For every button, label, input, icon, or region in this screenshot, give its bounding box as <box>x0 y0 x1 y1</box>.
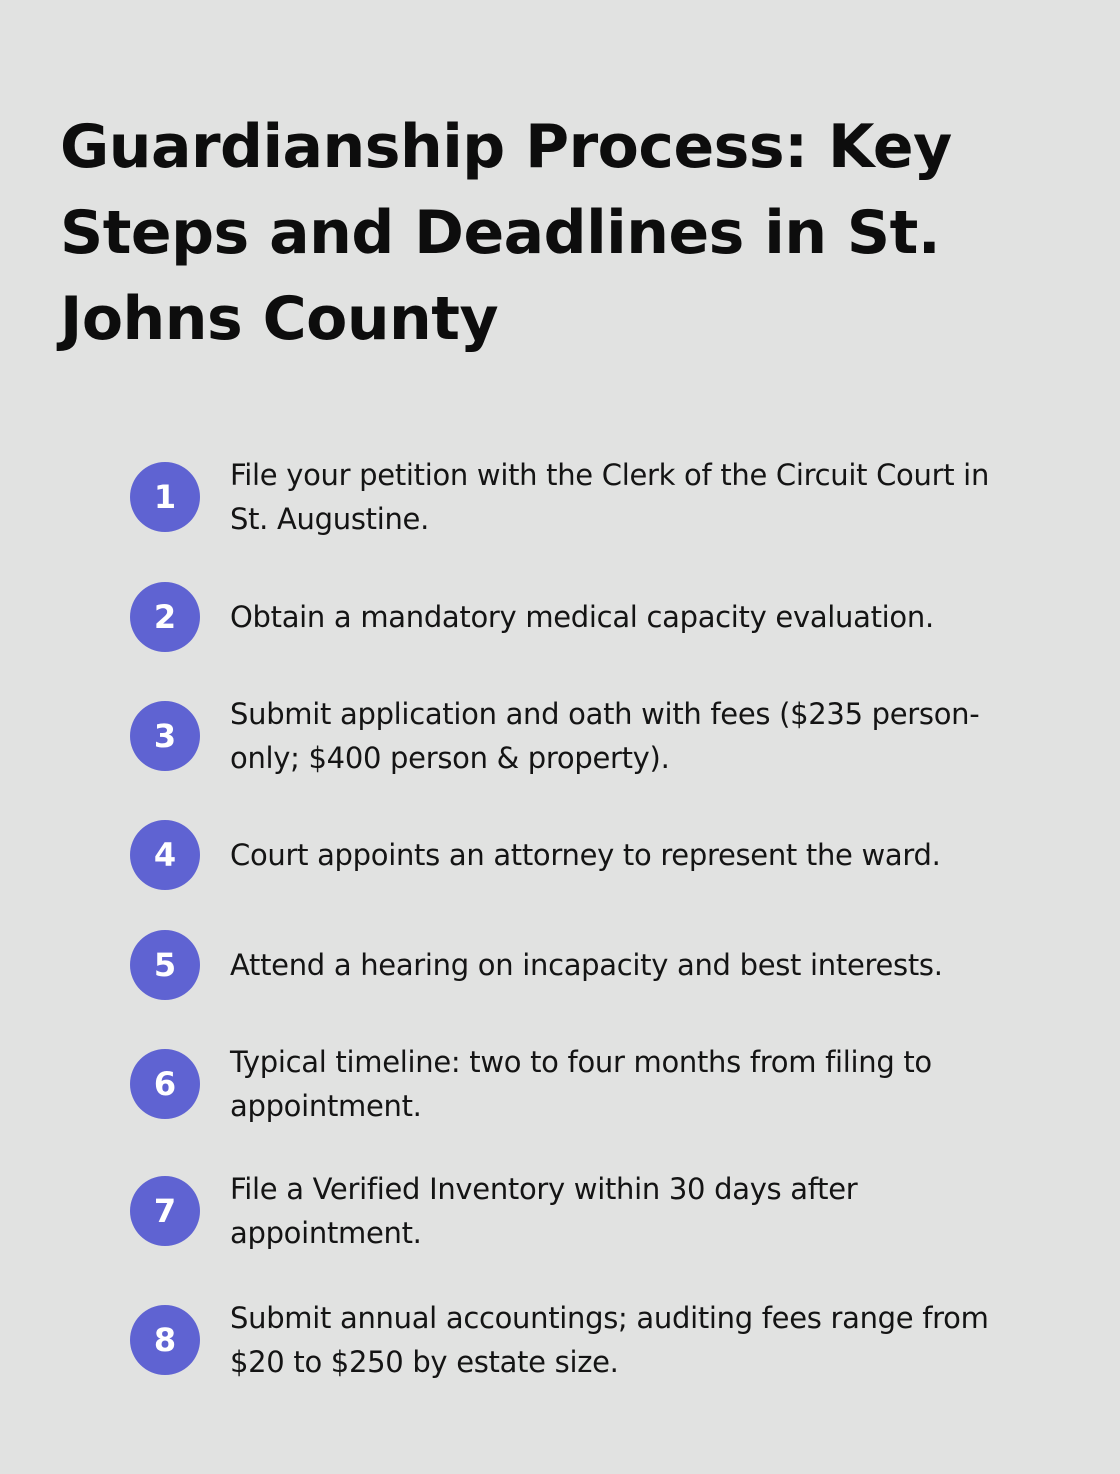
page-title: Guardianship Process: Key Steps and Deadlines in St. Johns County <box>60 112 952 354</box>
step-text: Attend a hearing on incapacity and best interests. <box>230 948 943 982</box>
step-item-4 <box>130 810 1030 900</box>
step-item-1 <box>130 452 1030 542</box>
step-text: Typical timeline: two to four months from filing to appointment. <box>230 1045 932 1123</box>
step-number-badge: 1 <box>130 462 200 532</box>
step-item-6 <box>130 1039 1030 1129</box>
step-text: Court appoints an attorney to represent the ward. <box>230 838 941 872</box>
step-text: Submit application and oath with fees ($235 person-only; $400 person & property). <box>230 697 980 775</box>
step-number-badge: 2 <box>130 582 200 652</box>
step-number-badge: 6 <box>130 1049 200 1119</box>
step-number-badge: 8 <box>130 1305 200 1375</box>
step-item-7 <box>130 1166 1030 1256</box>
step-item-3 <box>130 691 1030 781</box>
step-number-badge: 7 <box>130 1176 200 1246</box>
step-number-badge: 3 <box>130 701 200 771</box>
step-text: Submit annual accountings; auditing fees range from $20 to $250 by estate size. <box>230 1301 989 1379</box>
step-item-2 <box>130 572 1030 662</box>
step-number-badge: 5 <box>130 930 200 1000</box>
step-item-8 <box>130 1295 1030 1385</box>
step-number-badge: 4 <box>130 820 200 890</box>
step-item-5 <box>130 920 1030 1010</box>
step-text: File a Verified Inventory within 30 days after appointment. <box>230 1172 858 1250</box>
step-text: File your petition with the Clerk of the Circuit Court in St. Augustine. <box>230 458 990 536</box>
step-text: Obtain a mandatory medical capacity evaluation. <box>230 600 934 634</box>
